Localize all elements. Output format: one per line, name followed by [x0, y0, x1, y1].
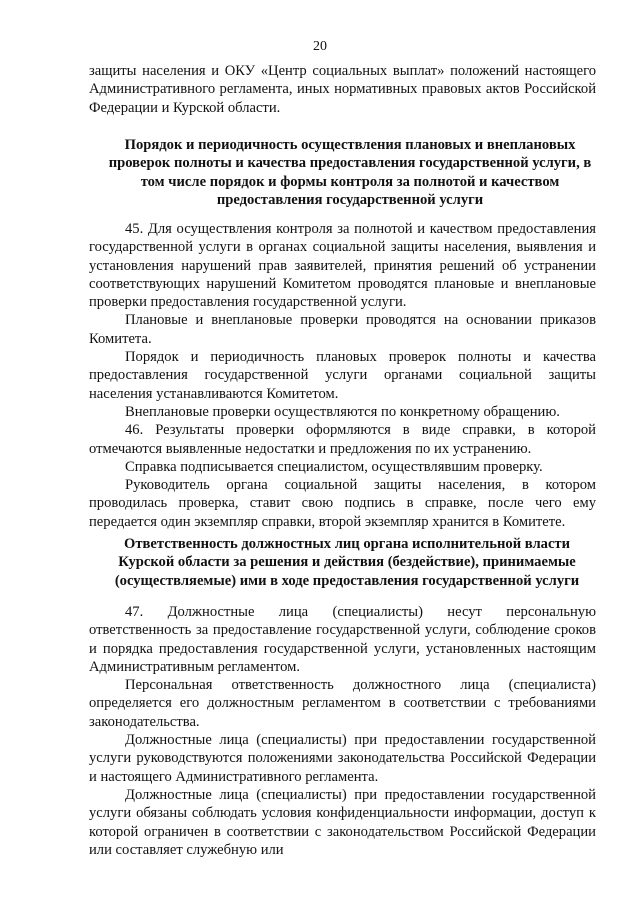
- section-body-control: [89, 220, 596, 531]
- paragraph: Должностные лица (специалисты) при предоставлении государственной услуги руководствуются положениями законодательства Российской Федерации и настоящего Административного регламента.: [89, 732, 596, 785]
- section-body-responsibility: [89, 603, 596, 859]
- paragraph: Руководитель органа социальной защиты населения, в котором проводилась проверка, ставит свою подпись в справке, после чего ему передается один экземпляр справки, второй экземпляр хранится в Комитете.: [89, 477, 596, 530]
- paragraph: Справка подписывается специалистом, осуществлявшим проверку.: [125, 458, 543, 475]
- section-heading: Ответственность должностных лиц органа исполнительной власти Курской области за решения и действия (бездействие), принимаемые (осуществляемые) ими в ходе предоставления государственной услуги: [114, 536, 580, 589]
- section-heading-control: [100, 136, 600, 209]
- paragraph-47: 47. Должностные лица (специалисты) несут персональную ответственность за предоставление государственной услуги, соблюдение сроков и порядка предоставления государственной услуги, установленных настоящим Административным регламентом.: [89, 604, 596, 675]
- intro-paragraph: защиты населения и ОКУ «Центр социальных выплат» положений настоящего Административного регламента, иных нормативных правовых актов Российской Федерации и Курской области.: [89, 63, 596, 116]
- paragraph: Внеплановые проверки осуществляются по конкретному обращению.: [125, 403, 560, 420]
- intro-block: [89, 62, 596, 117]
- paragraph-46: 46. Результаты проверки оформляются в виде справки, в которой отмечаются выявленные недостатки и предложения по их устранению.: [89, 422, 596, 457]
- paragraph: Порядок и периодичность плановых проверок полноты и качества предоставления государственной услуги органами социальной защиты населения устанавливаются Комитетом.: [89, 349, 596, 402]
- section-heading: Порядок и периодичность осуществления плановых и внеплановых проверок полноты и качества предоставления государственной услуги, в том числе порядок и формы контроля за полнотой и качеством предоставления государственной услуги: [108, 137, 592, 208]
- paragraph: Персональная ответственность должностного лица (специалиста) определяется его должностным регламентом в соответствии с требованиями законодательства.: [89, 677, 596, 730]
- paragraph: Должностные лица (специалисты) при предоставлении государственной услуги обязаны соблюдать условия конфиденциальности информации, доступ к которой ограничен в соответствии с законодательством Российской Федерации или составляет служебную или: [89, 786, 596, 858]
- paragraph: Плановые и внеплановые проверки проводятся на основании приказов Комитета.: [89, 312, 596, 347]
- section-heading-responsibility: [96, 535, 598, 590]
- page-number: 20: [313, 39, 327, 54]
- paragraph-45: 45. Для осуществления контроля за полнотой и качеством предоставления государственной услуги в органах социальной защиты населения, выявления и установления нарушений прав заявителей, принятия решений об устранении соответствующих нарушений Комитетом проводятся плановые и внеплановые проверки предоставления государственной услуги.: [89, 221, 596, 311]
